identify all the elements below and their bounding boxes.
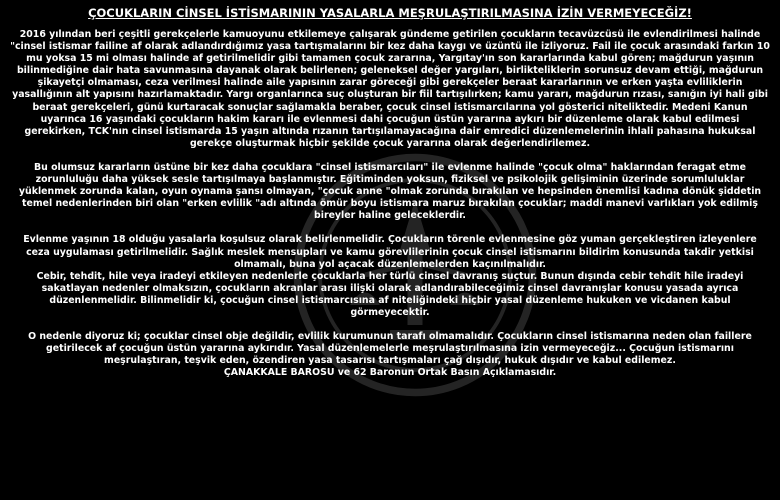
paragraph-4: Cebir, tehdit, hile veya iradeyi etkileyen nedenlerle çocuklarla her türlü cinsel davranış suçtur. Bunun dışında cebir tehdit hile iradeyi sakatlayan nedenler olmaksızın, çocukların akranlar arası ilişki olarak adlandırabileceğimiz cinsel davranışlar konusu yasada ayrıca düzenlenmelidir. Bilinmelidir ki, çocuğun cinsel istismarcısına af niteliğindeki hiçbir yasal düzenleme hukuken ve vicdanen kabul görmeyecektir. [36, 270, 744, 318]
paragraph-3: Evlenme yaşının 18 olduğu yasalarla koşulsuz olarak belirlenmelidir. Çocukların törenle evlenmesine göz yuman gerçekleştiren izleyenlere ceza uygulaması getirilmelidir. Sağlık meslek mensupları ve kamu görevlilerinin çocuk cinsel istismarını bildirim konusunda takdir yetkisi olmamalı, buna yol açacak düzenlemelerden kaçınılmalıdır. [23, 234, 757, 270]
paragraph-2: Bu olumsuz kararların üstüne bir kez daha çocuklara "cinsel istismarcıları" ile evlenme halinde "çocuk olma" haklarından feragat etme zorunluluğu daha yüksek sesle tartışılmaya başlanmıştır. Eğitiminden yoksun, fiziksel ve psikolojik gelişiminin üzerinde sorumluluklar yüklenmek zorunda kalan, oyun oynama şansı olmayan, "çocuk anne "olmak zorunda bırakılan ve hepsinden önemlisi kadına dönük şiddetin temel nedenlerinden biri olan "erken evlilik "adı altında ömür boyu istismara maruz bırakılan çocuklar; maddi manevi varlıkları yok edilmiş bireyler haline geleceklerdir. [18, 161, 762, 222]
page-title: ÇOCUKLARIN CİNSEL İSTİSMARININ YASALARLA MEŞRULAŞTIRILMASINA İZİN VERMEYECEĞİZ! [88, 6, 692, 20]
paragraph-1: 2016 yılından beri çeşitli gerekçelerle kamuoyunu etkilemeye çalışarak gündeme getirilen çocukların tecavüzcüsü ile evlendirilmesi halinde "cinsel istismar failine af olarak adlandırdığımız yasa tartışmalarını bir kez daha kaygı ve üzüntü ile izliyoruz. Fail ile çocuk arasındaki farkın 10 mu yoksa 15 mi olması halinde af getirilmelidir gibi tamamen çocuk zararına, Yargıtay'ın son kararlarında kabul gören; mağdurun yaşının bilinmediğine dair hata savunmasına dayanak olarak belirlenen; geleneksel değer yargıları, birlikteliklerin sorunsuz devam ettiği, mağdurun şikayetçi olmaması, ceza verilmesi halinde aile yapısının zarar göreceği gibi gerekçeler beraat kararlarının ve erken yaşta evliliklerin yasallığının alt yapısını hazırlamaktadır. Yargı organlarınca suç oluşturan bir fiil tartışılırken; kamu yararı, mağdurun rızası, sanığın iyi hali gibi beraat gerekçeleri, günü kurtaracak sonuçlar sağlamakla beraber, çocuk cinsel istismarcılarına yol gösterici niteliktedir. Medeni Kanun uyarınca 16 yaşındaki çocukların hakim kararı ile evlenmesi dahi çocuğun üstün yararına aykırı bir düzenleme olarak kabul edilmesi gerekirken, TCK'nın cinsel istismarda 15 yaşın altında rızanın tartışılamayacağına dair emredici düzenlemelerinin ihlali pahasına hukuksal gerekçe oluşturmak hiçbir şekilde çocuk yararına olarak değerlendirilemez. [10, 29, 770, 149]
paragraph-5: O nedenle diyoruz ki; çocuklar cinsel obje değildir, evlilik kurumunun tarafı olmamalıdır. Çocukların cinsel istismarına neden olan faillere getirilecek af çocuğun üstün yararına aykırıdır. Yasal düzenlemelerle meşrulaştırılmasına izin vermeyeceğiz... Çocuğun istismarını meşrulaştıran, teşvik eden, özendiren yasa tasarısı tartışmaları çağ dışıdır, hukuk dışıdır ve kabul edilemez. [28, 331, 752, 367]
signature-line: ÇANAKKALE BAROSU ve 62 Baronun Ortak Basın Açıklamasıdır. [223, 367, 557, 379]
press-release-body [10, 6, 770, 379]
